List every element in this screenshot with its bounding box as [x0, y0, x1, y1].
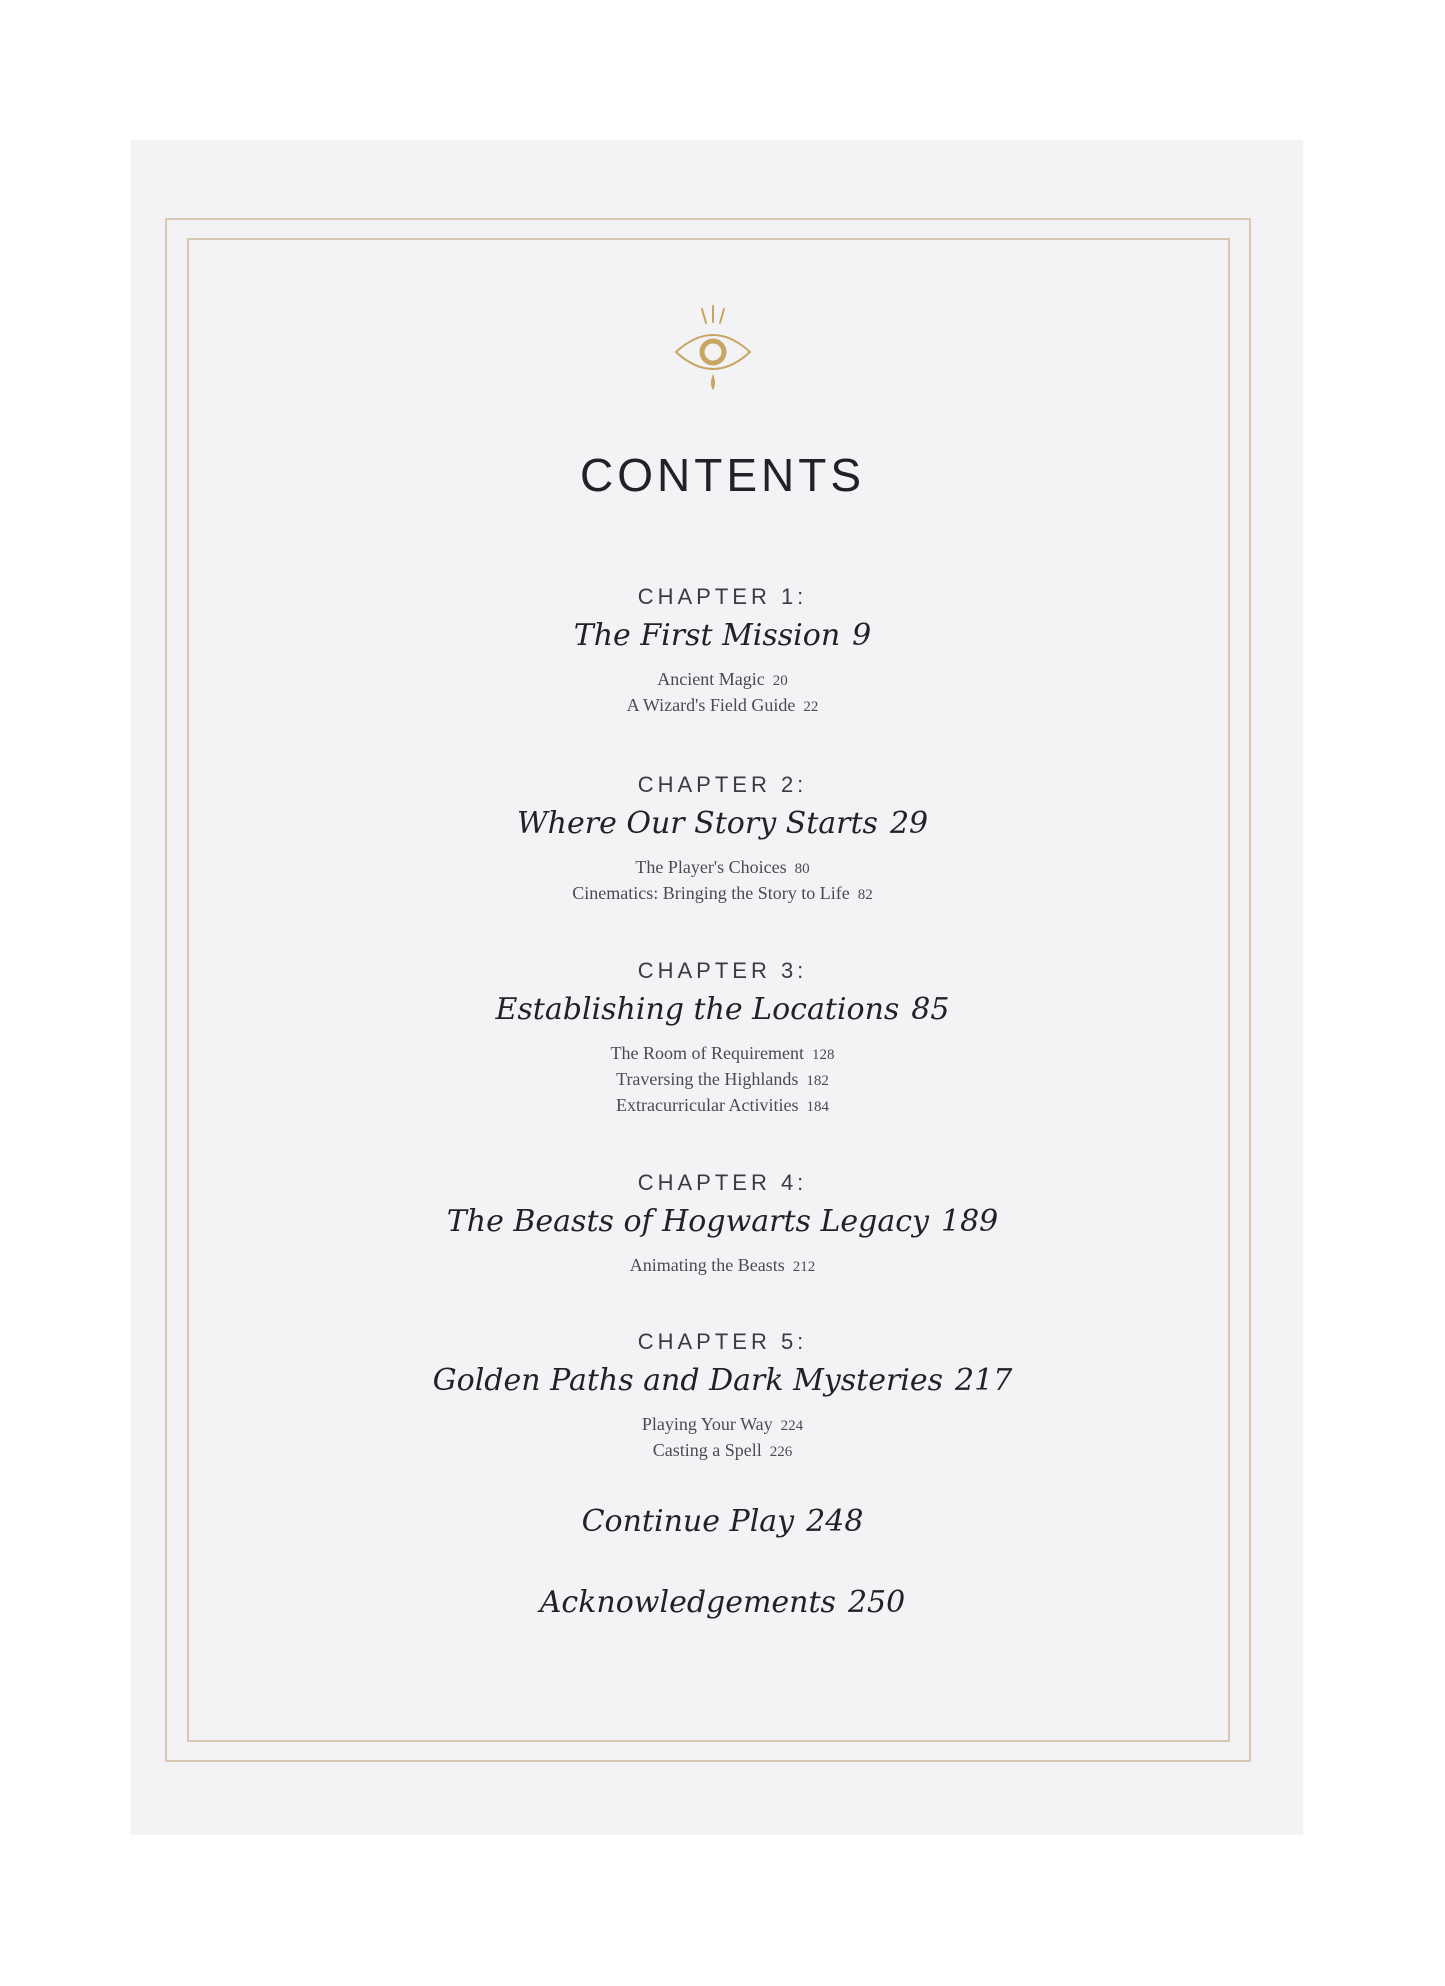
section-list [0, 1252, 1445, 1278]
page-number: 9 [852, 618, 872, 653]
section-title: The Player's Choices [635, 857, 787, 877]
eye-icon [668, 300, 758, 400]
section-entry[interactable] [0, 666, 1445, 692]
page-number: 80 [794, 861, 810, 877]
chapter-title[interactable] [0, 1200, 1445, 1244]
section-title: Playing Your Way [641, 1414, 773, 1434]
page-title: CONTENTS [580, 449, 865, 501]
page-number: 189 [940, 1204, 999, 1239]
section-entry[interactable] [0, 1437, 1445, 1463]
section-entry[interactable] [0, 854, 1445, 880]
chapter-title[interactable] [0, 802, 1445, 846]
page-number: 85 [911, 992, 950, 1027]
chapter-title-text: The First Mission [573, 618, 841, 653]
page-number: 217 [955, 1363, 1013, 1398]
page-number: 29 [889, 806, 929, 841]
chapter-label: CHAPTER 3: [637, 958, 808, 983]
section-entry[interactable] [0, 1411, 1445, 1437]
page-number: 182 [806, 1073, 829, 1089]
back-matter-title: Acknowledgements [539, 1585, 836, 1620]
section-title: Casting a Spell [652, 1440, 762, 1460]
section-title: A Wizard's Field Guide [626, 695, 796, 715]
section-list [0, 854, 1445, 906]
section-title: The Room of Requirement [610, 1043, 804, 1063]
section-list [0, 1411, 1445, 1463]
back-matter-title: Continue Play [581, 1504, 795, 1539]
chapter-title-text: The Beasts of Hogwarts Legacy [446, 1204, 929, 1239]
section-title: Animating the Beasts [629, 1255, 785, 1275]
chapter-entry [0, 582, 1445, 718]
page-number: 250 [847, 1585, 906, 1620]
chapter-entry [0, 1168, 1445, 1278]
back-matter-entry[interactable] [0, 1581, 1445, 1625]
section-entry[interactable] [0, 880, 1445, 906]
page-number: 128 [811, 1047, 835, 1063]
page-number: 22 [803, 699, 819, 715]
page-number: 20 [772, 673, 788, 689]
chapter-title[interactable] [0, 1359, 1445, 1403]
chapter-title[interactable] [0, 988, 1445, 1032]
chapter-label: CHAPTER 4: [637, 1170, 808, 1195]
chapter-entry [0, 1327, 1445, 1463]
section-entry[interactable] [0, 1040, 1445, 1066]
chapter-title-text: Golden Paths and Dark Mysteries [432, 1363, 944, 1398]
chapter-entry [0, 956, 1445, 1118]
chapter-label: CHAPTER 1: [637, 584, 808, 609]
chapter-title-text: Establishing the Locations [495, 992, 900, 1027]
chapter-label: CHAPTER 5: [637, 1329, 808, 1354]
section-list [0, 666, 1445, 718]
section-title: Cinematics: Bringing the Story to Life [572, 883, 850, 903]
page-number: 248 [806, 1504, 864, 1539]
chapter-title[interactable] [0, 614, 1445, 658]
chapter-label: CHAPTER 2: [637, 772, 808, 797]
page-number: 184 [806, 1099, 829, 1115]
section-title: Extracurricular Activities [616, 1095, 799, 1115]
section-title: Ancient Magic [657, 669, 765, 689]
section-entry[interactable] [0, 1252, 1445, 1278]
section-entry[interactable] [0, 1092, 1445, 1118]
section-title: Traversing the Highlands [616, 1069, 799, 1089]
section-entry[interactable] [0, 692, 1445, 718]
page-number: 82 [857, 887, 873, 903]
page-number: 212 [792, 1259, 816, 1275]
chapter-entry [0, 770, 1445, 906]
back-matter-entry[interactable] [0, 1500, 1445, 1544]
page-number: 224 [780, 1418, 804, 1434]
chapter-title-text: Where Our Story Starts [516, 806, 878, 841]
section-list [0, 1040, 1445, 1118]
section-entry[interactable] [0, 1066, 1445, 1092]
page-number: 226 [769, 1444, 793, 1460]
